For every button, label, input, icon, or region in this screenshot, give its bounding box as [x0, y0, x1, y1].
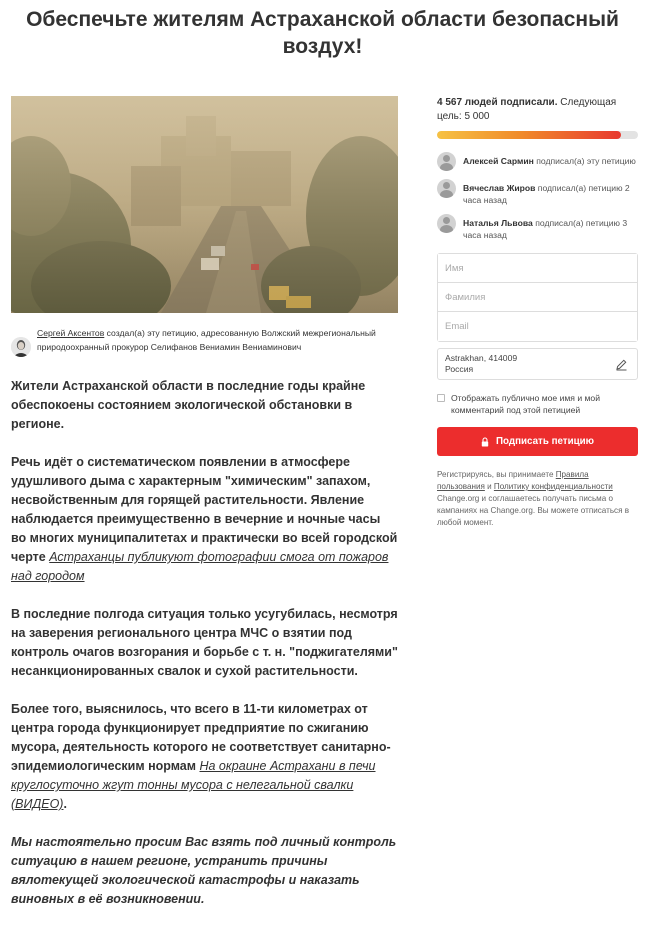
location-country: Россия	[445, 364, 474, 374]
legal-disclaimer: Регистрируясь, вы принимаете Правила пользования и Политику конфиденциальности Change.org и соглашаетесь получать письма о кампаниях на Change.org. Вы можете отписаться в любой момент.	[437, 470, 630, 527]
signer-item: Алексей Сармин подписал(а) эту петицию	[437, 152, 638, 171]
author-avatar[interactable]	[11, 337, 31, 357]
sign-form	[437, 253, 638, 342]
smog-article-link[interactable]: Астраханцы публикуют фотографии смога от пожаров над городом	[11, 550, 389, 583]
author-link[interactable]: Сергей Аксентов	[37, 328, 105, 338]
sign-button-label: Подписать петицию	[495, 436, 595, 447]
public-display-label: Отображать публично мое имя и мой комментарий под этой петицией	[451, 393, 600, 415]
lock-icon	[481, 437, 489, 447]
location-field[interactable]	[437, 348, 638, 380]
user-avatar-icon	[437, 179, 456, 198]
petition-body	[11, 377, 398, 928]
signer-item: Наталья Львова подписал(а) петицию 3 часа назад	[437, 214, 638, 241]
petition-author	[11, 327, 398, 357]
signature-count: 4 567 людей подписали. Следующая цель: 5 000	[437, 97, 617, 122]
recent-signers	[437, 152, 638, 241]
body-paragraph-5: Мы настоятельно просим Вас взять под личный контроль ситуацию в нашем регионе, устранить причины вялотекущей экологической катастрофы и наказать виновных в её возникновении.	[11, 835, 397, 906]
edit-pencil-icon[interactable]	[615, 358, 628, 371]
body-paragraph-3: В последние полгода ситуация только усугубилась, несмотря на заверения регионального центра МЧС о взятии под контроль очагов возгорания и борьбе с т. н. "поджигателями" несанкционированных свалок и сухой растительности.	[11, 607, 398, 678]
petition-image	[11, 96, 398, 313]
sign-petition-button[interactable]	[437, 427, 638, 456]
video-article-link[interactable]: На окраине Астрахани в печи круглосуточно жгут тонны мусора с нелегальной свалки (ВИДЕО)	[11, 759, 376, 811]
signature-progress-bar	[437, 131, 638, 139]
body-paragraph-1: Жители Астраханской области в последние годы крайне обеспокоены состоянием экологической обстановки в регионе.	[11, 379, 366, 431]
body-paragraph-2: Речь идёт о систематическом появлении в атмосфере удушливого дыма с характерным "химическим" запахом, несвойственным для горящей растительности. Явление наблюдается преимущественно в вечерние и ночные часы во многих муниципалитетах и практически во всей городской черте Астраханцы публикуют фотографии смога от пожаров над городом	[11, 455, 398, 583]
privacy-policy-link[interactable]: Политику конфиденциальности	[493, 482, 613, 491]
author-text	[37, 327, 398, 354]
body-paragraph-4: Более того, выяснилось, что всего в 11-ти километрах от центра города функционирует предприятие по сжиганию мусора, деятельность которого не соответствует санитарно-эпидемиологическим нормам На окраине Астрахани в печи круглосуточно жгут тонны мусора с нелегальной свалки (ВИДЕО).	[11, 702, 391, 811]
author-description: создал(а) эту петицию, адресованную Волжский межрегиональный природоохранный прокурор Селифанов Вениамин Вениаминович	[37, 328, 376, 352]
last-name-input[interactable]	[438, 283, 637, 312]
public-display-checkbox-row[interactable]	[437, 392, 638, 416]
progress-fill	[437, 131, 621, 139]
user-avatar-icon	[437, 214, 456, 233]
page-title: Обеспечьте жителям Астраханской области безопасный воздух!	[26, 8, 619, 58]
terms-link[interactable]: Правила пользования	[437, 470, 589, 491]
signer-item: Вячеслав Жиров подписал(а) петицию 2 часа назад	[437, 179, 638, 206]
user-avatar-icon	[437, 152, 456, 171]
sign-sidebar	[437, 96, 638, 529]
public-display-checkbox[interactable]	[437, 394, 445, 402]
email-input[interactable]	[438, 312, 637, 341]
location-city: Astrakhan, 414009	[445, 353, 518, 363]
first-name-input[interactable]	[438, 254, 637, 283]
